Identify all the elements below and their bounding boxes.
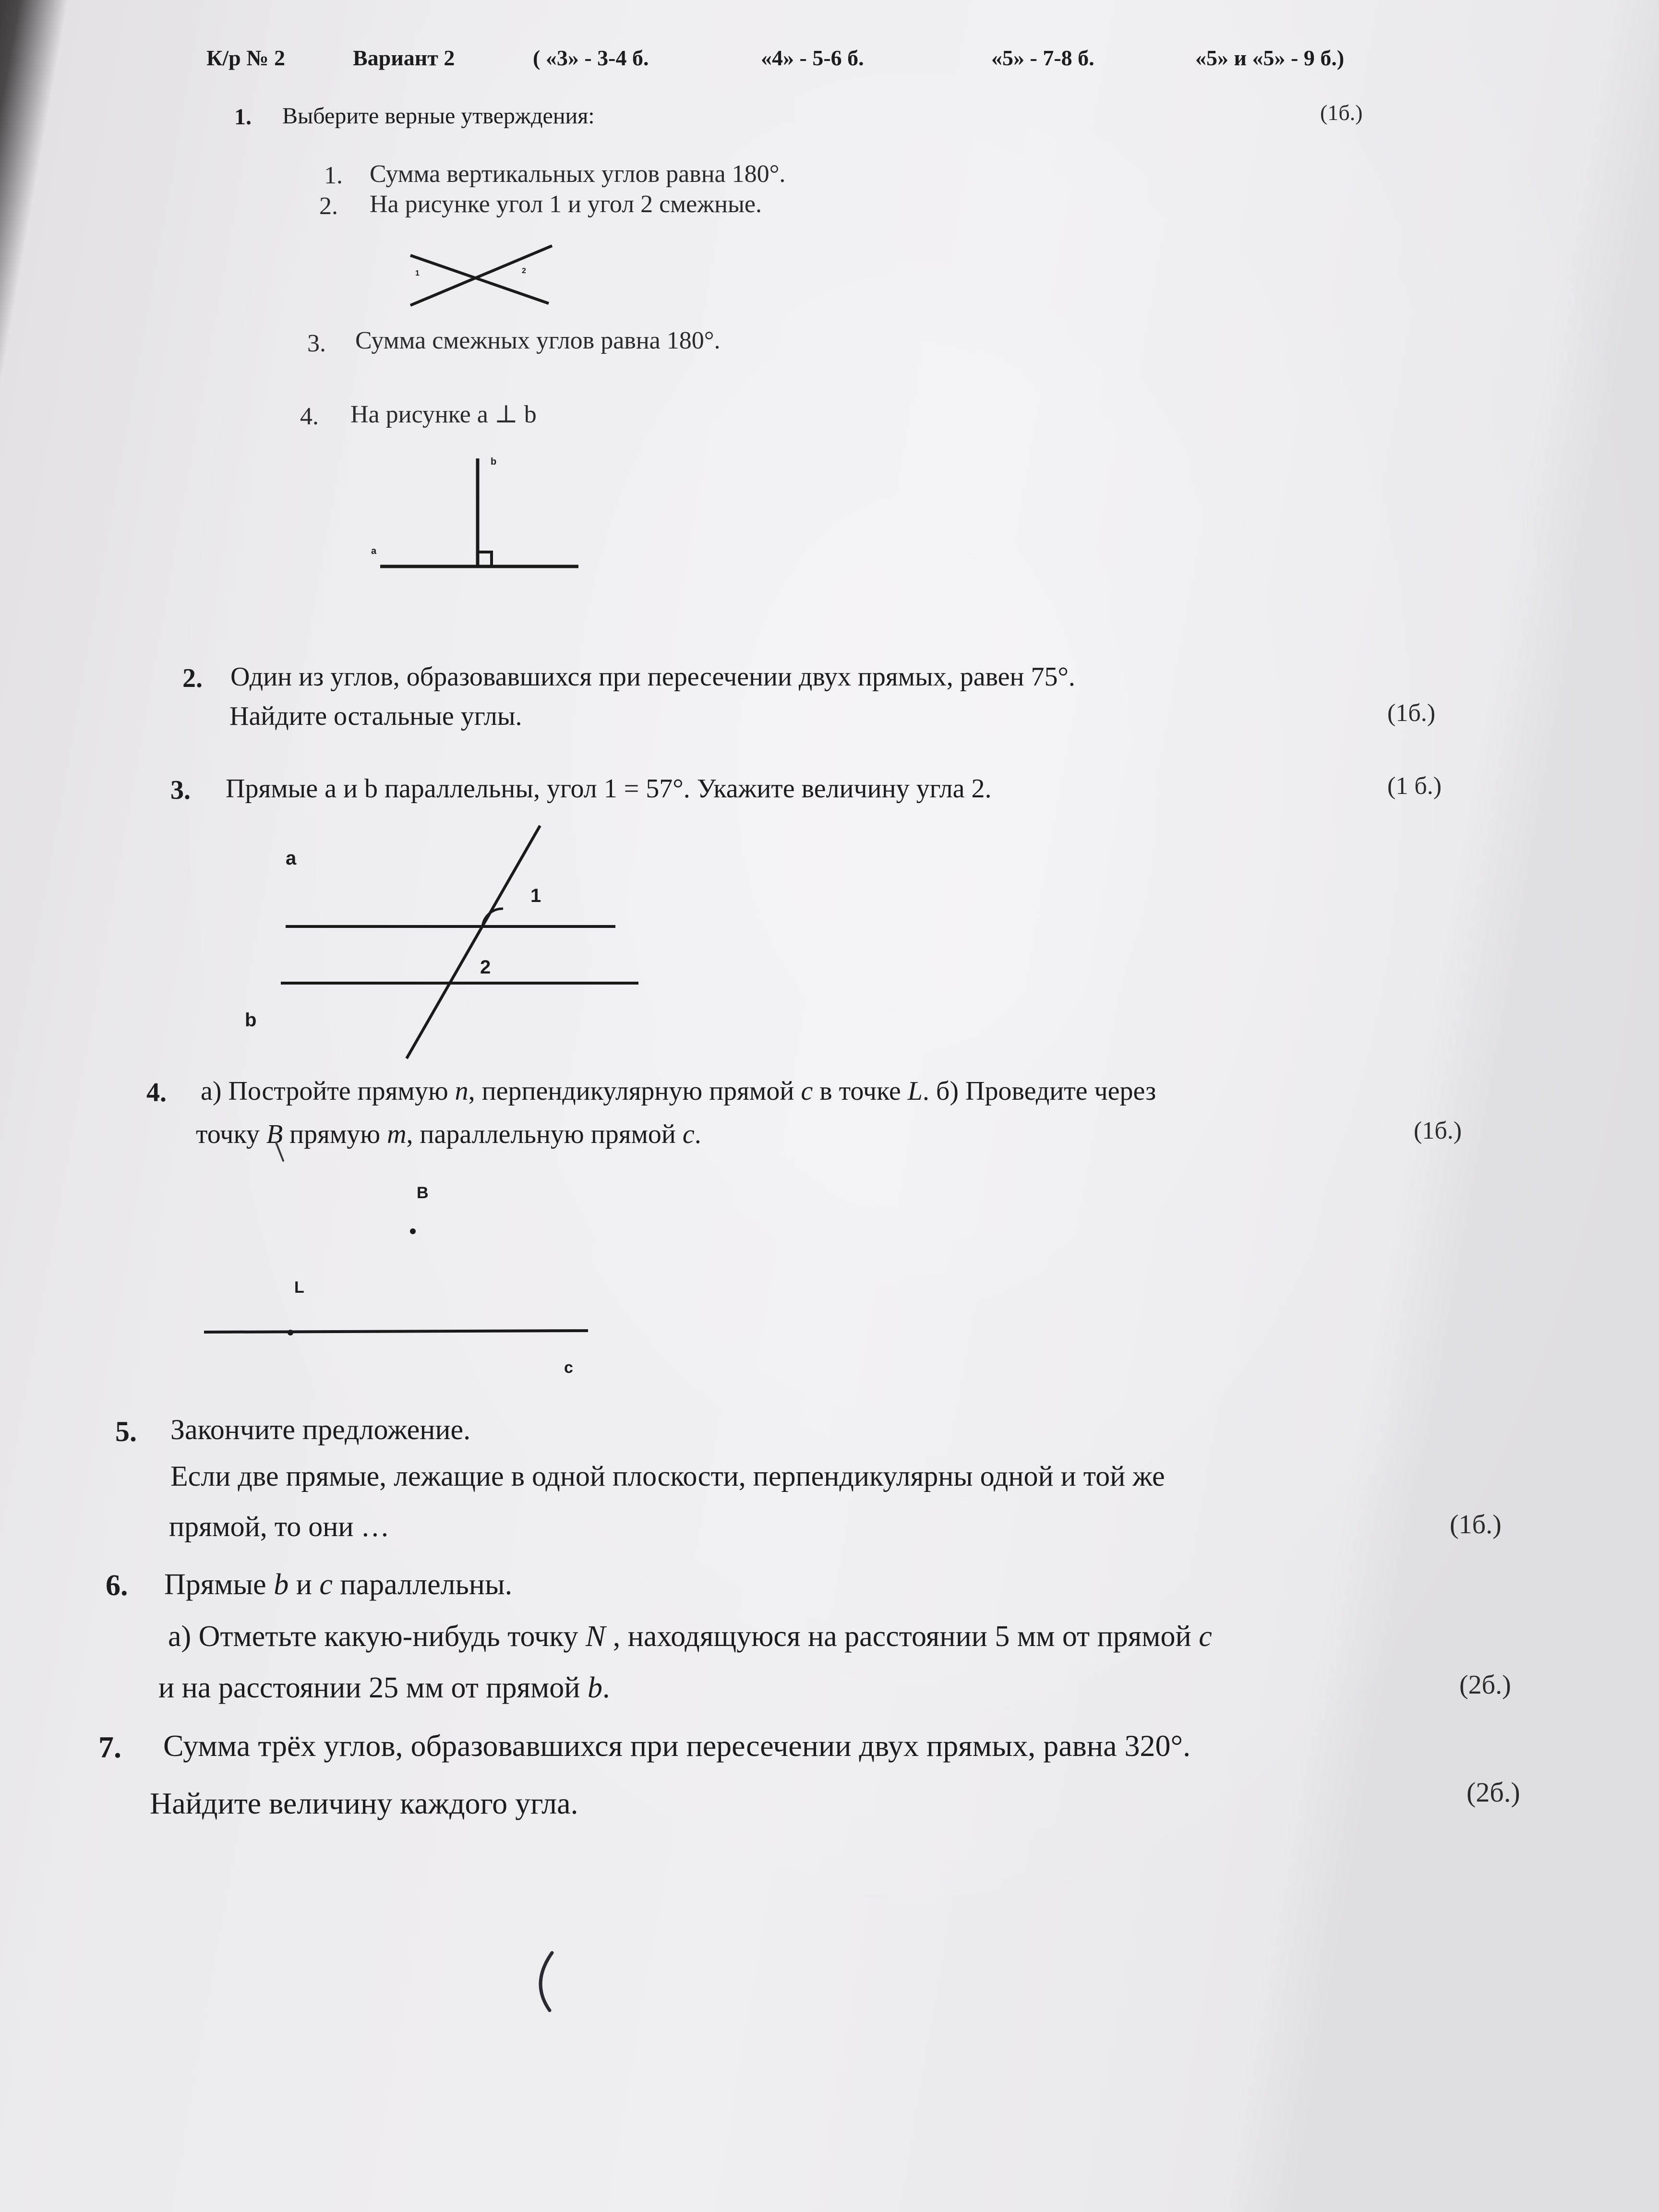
q6-points: (2б.)	[1459, 1670, 1511, 1700]
q3-fig-angle2-label: 2	[480, 957, 491, 978]
q1-fig-angle1-label: 1	[415, 269, 420, 277]
q4-figure	[204, 1228, 588, 1335]
q1-item2-text: На рисунке угол 1 и угол 2 смежные.	[370, 191, 762, 218]
q1-number: 1.	[234, 104, 252, 130]
q1-points: (1б.)	[1320, 100, 1363, 125]
q1-fig-a-label: a	[371, 546, 377, 556]
q4-point-B	[410, 1228, 416, 1234]
q4-point-L	[288, 1330, 293, 1335]
q5-points: (1б.)	[1450, 1510, 1502, 1539]
q4-number: 4.	[146, 1078, 167, 1107]
grade-5-criteria: «5» - 7-8 б.	[991, 46, 1094, 70]
q2-points: (1б.)	[1387, 699, 1436, 727]
q1-item3-text: Сумма смежных углов равна 180°.	[355, 327, 721, 354]
q6-line2: а) Отметьте какую-нибудь точку N , находящуюся на расстоянии 5 мм от прямой c	[168, 1620, 1212, 1653]
q1-item4-number: 4.	[300, 403, 319, 430]
q7-number: 7.	[98, 1730, 121, 1764]
q4-points: (1б.)	[1414, 1117, 1462, 1144]
pencil-tick-mark	[276, 1142, 283, 1161]
grade-55-criteria: «5» и «5» - 9 б.)	[1195, 46, 1345, 70]
q6-number: 6.	[106, 1569, 128, 1602]
q4-line2: точку B прямую m, параллельную прямой c.	[196, 1119, 701, 1149]
q5-line1: Закончите предложение.	[170, 1414, 471, 1445]
q3-angle1-arc	[482, 909, 503, 926]
q5-number: 5.	[115, 1416, 137, 1447]
q2-number: 2.	[182, 663, 203, 693]
q3-parallel-lines-figure	[281, 826, 638, 1058]
q1-item1-number: 1.	[324, 162, 343, 189]
q3-fig-b-label: b	[245, 1010, 257, 1031]
q1-item1-text: Сумма вертикальных углов равна 180°.	[370, 160, 786, 188]
q2-line1: Один из углов, образовавшихся при пересечении двух прямых, равен 75°.	[230, 662, 1075, 692]
q7-points: (2б.)	[1467, 1777, 1520, 1808]
q4-fig-point-B-label: B	[417, 1184, 429, 1202]
q7-line2: Найдите величину каждого угла.	[150, 1786, 578, 1820]
q1-right-angle-mark	[478, 552, 492, 566]
q3-points: (1 б.)	[1387, 772, 1442, 800]
q6-line1: Прямые b и c параллельны.	[164, 1568, 513, 1601]
q1-item2-number: 2.	[319, 192, 338, 220]
pencil-mark	[541, 1953, 552, 2010]
q5-line2: Если две прямые, лежащие в одной плоскости, перпендикулярны одной и той же	[170, 1460, 1165, 1492]
q6-line3: и на расстоянии 25 мм от прямой b.	[158, 1671, 610, 1704]
test-number: К/р № 2	[206, 46, 285, 70]
q3-transversal	[407, 826, 540, 1058]
grade-3-criteria: ( «3» - 3-4 б.	[533, 46, 649, 70]
q5-line3: прямой, то они …	[169, 1511, 390, 1542]
q3-fig-a-label: a	[286, 848, 297, 869]
q2-line2: Найдите остальные углы.	[229, 701, 522, 731]
q7-line1: Сумма трёх углов, образовавшихся при пересечении двух прямых, равна 320°.	[163, 1729, 1191, 1763]
q1-fig-b-label: b	[491, 457, 497, 467]
q1-fig-angle2-label: 2	[522, 267, 526, 275]
q3-text: Прямые a и b параллельны, угол 1 = 57°. Укажите величину угла 2.	[226, 774, 992, 804]
q1-perpendicular-figure	[380, 458, 578, 566]
q1-text: Выберите верные утверждения:	[282, 103, 595, 129]
q1-item3-number: 3.	[307, 330, 326, 357]
variant-label: Вариант 2	[353, 46, 455, 70]
q1-crossing-lines-figure	[410, 246, 552, 305]
q1-item4-text: На рисунке a ⊥ b	[350, 401, 537, 428]
grade-4-criteria: «4» - 5-6 б.	[761, 46, 864, 70]
q4-line1: а) Постройте прямую n, перпендикулярную прямой c в точке L. б) Проведите через	[201, 1076, 1156, 1106]
q4-fig-line-c-label: c	[564, 1358, 573, 1377]
q4-line-c	[204, 1331, 588, 1332]
q3-number: 3.	[170, 775, 191, 805]
q4-fig-point-L-label: L	[294, 1278, 304, 1297]
q3-fig-angle1-label: 1	[530, 885, 541, 906]
